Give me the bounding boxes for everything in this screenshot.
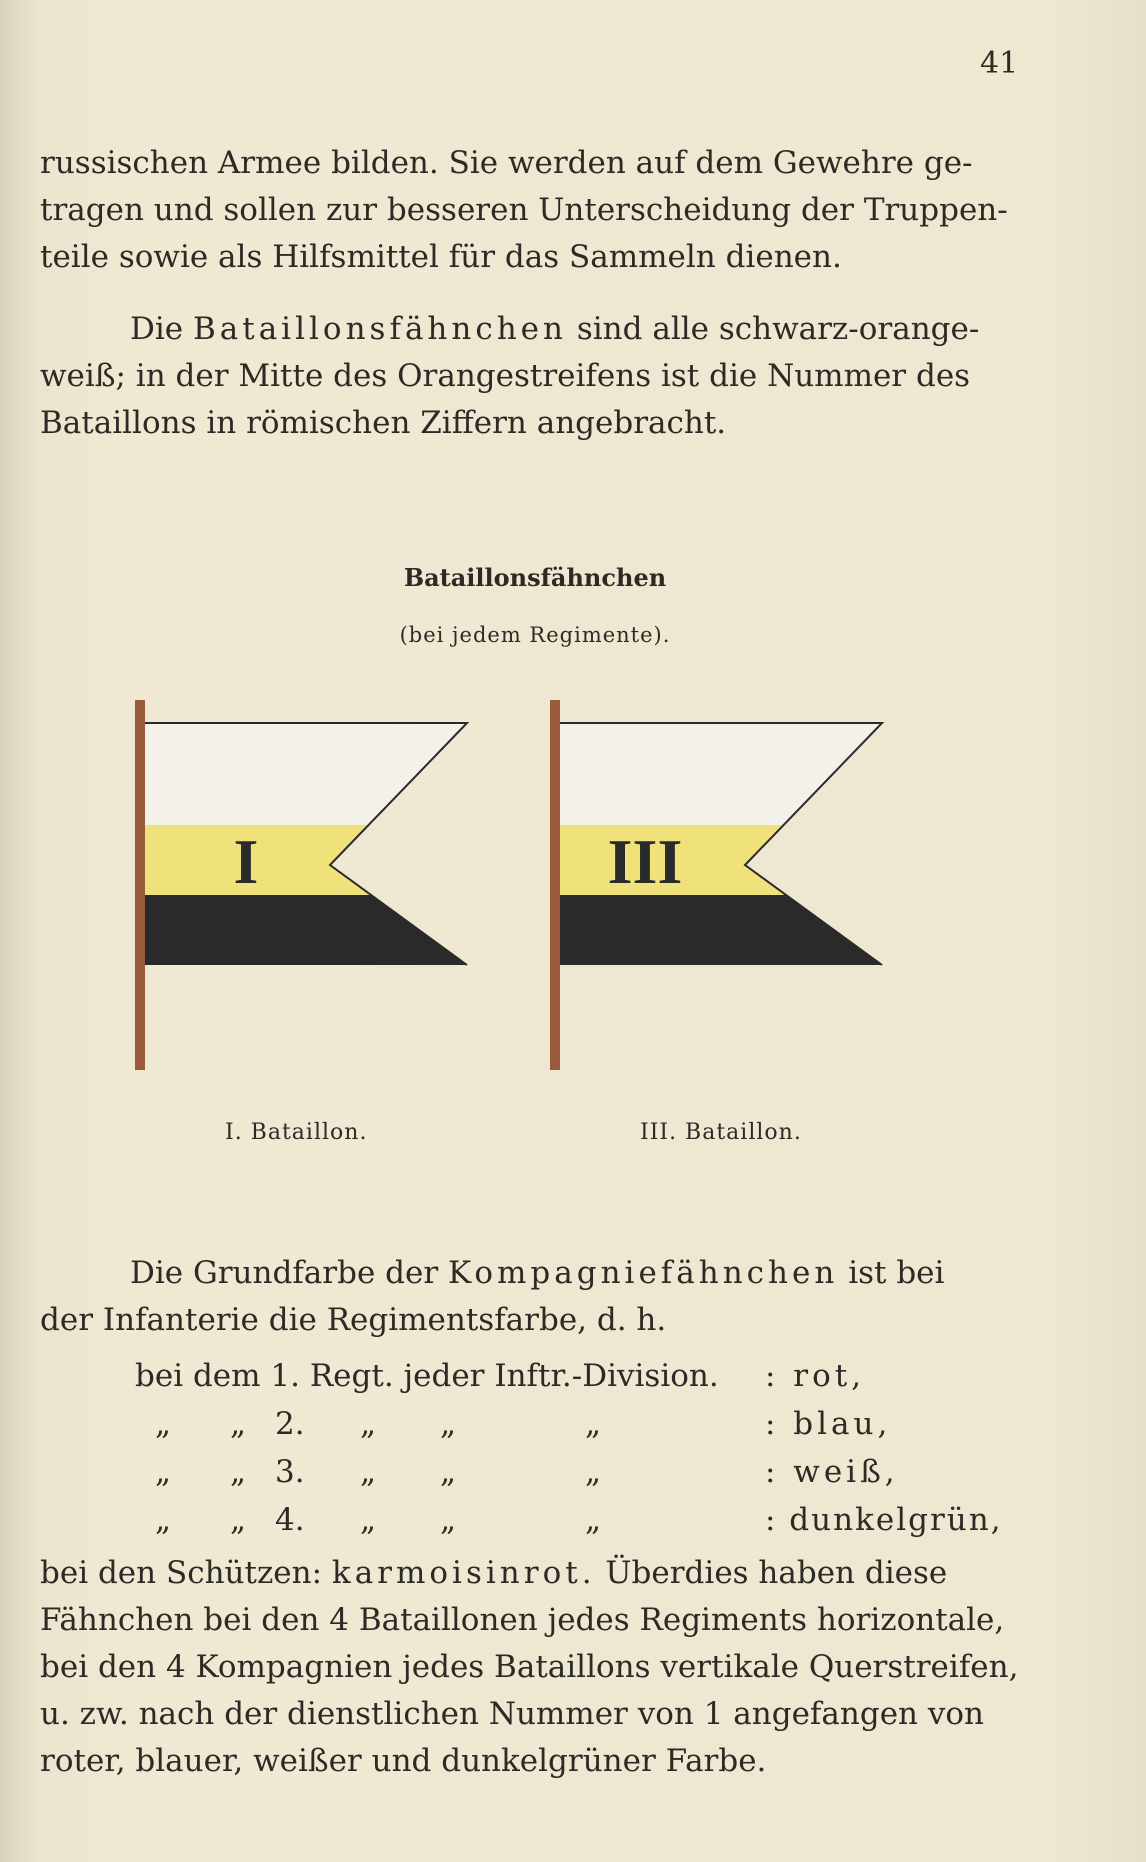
flag-caption-1: I. Bataillon. [225, 1120, 368, 1145]
regiment-number: 4. [275, 1502, 305, 1538]
ditto-mark: „ [230, 1502, 247, 1538]
text-line [40, 306, 1020, 353]
ditto-mark: „ [585, 1502, 602, 1538]
text-line: Bataillons in römischen Ziffern angebracht. [40, 405, 727, 441]
spaced-term: karmoisinrot. [331, 1555, 596, 1591]
spaced-term: Bataillonsfähnchen [192, 311, 567, 347]
flag-caption-3: III. Bataillon. [640, 1120, 802, 1145]
text-fragment: Die Grundfarbe der [130, 1255, 439, 1291]
ditto-mark: „ [440, 1502, 457, 1538]
ditto-mark: „ [155, 1502, 172, 1538]
roman-numeral: III [607, 826, 683, 897]
text-fragment: ist bei [848, 1255, 945, 1291]
paragraph-intro [40, 140, 1020, 281]
list-item-color: : dunkelgrün, [765, 1502, 1003, 1538]
list-item-label: bei dem 1. Regt. jeder Inftr.-Division. [135, 1358, 719, 1394]
roman-numeral: I [233, 826, 259, 897]
regiment-number: 2. [275, 1406, 305, 1442]
flag-pole [550, 700, 560, 1070]
list-item-color: : weiß, [765, 1454, 899, 1490]
ditto-mark: „ [360, 1502, 377, 1538]
ditto-mark: „ [585, 1406, 602, 1442]
ditto-mark: „ [360, 1406, 377, 1442]
paragraph-rifles [40, 1550, 1020, 1785]
ditto-mark: „ [155, 1454, 172, 1490]
text-line: tragen und sollen zur besseren Unterscheidung der Truppen- [40, 192, 1008, 228]
list-item-color: : rot, [765, 1358, 866, 1394]
ditto-mark: „ [440, 1454, 457, 1490]
figure-subtitle: (bei jedem Regimente). [399, 623, 671, 647]
text-line [40, 1550, 1020, 1597]
ditto-mark: „ [230, 1454, 247, 1490]
text-fragment: bei den Schützen: [40, 1555, 323, 1591]
text-line [40, 1250, 1020, 1297]
battalion-flag-1 [130, 695, 590, 1085]
text-line: Fähnchen bei den 4 Bataillonen jedes Regiments horizontale, [40, 1602, 1005, 1638]
page-number: 41 [980, 46, 1019, 81]
ditto-mark: „ [585, 1454, 602, 1490]
spaced-term: Kompagniefähnchen [448, 1255, 839, 1291]
paragraph-battalion-flags [40, 306, 1020, 447]
text-line: roter, blauer, weißer und dunkelgrüner Farbe. [40, 1743, 767, 1779]
text-fragment: Überdies haben diese [605, 1555, 948, 1591]
paragraph-company-flags [40, 1250, 1020, 1344]
text-fragment: sind alle schwarz-orange- [576, 311, 980, 347]
text-line: bei den 4 Kompagnien jedes Bataillons vertikale Querstreifen, [40, 1649, 1019, 1685]
text-line: u. zw. nach der dienstlichen Nummer von 1 angefangen von [40, 1696, 985, 1732]
flag-pole [135, 700, 145, 1070]
text-line: der Infanterie die Regimentsfarbe, d. h. [40, 1302, 667, 1338]
list-item [135, 1358, 719, 1394]
list-item-color: : blau, [765, 1406, 892, 1442]
ditto-mark: „ [440, 1406, 457, 1442]
figure-title: Bataillonsfähnchen [403, 563, 667, 592]
text-line: weiß; in der Mitte des Orangestreifens ist die Nummer des [40, 358, 971, 394]
battalion-flag-3 [545, 695, 1005, 1085]
text-fragment: Die [130, 311, 184, 347]
ditto-mark: „ [155, 1406, 172, 1442]
text-line: russischen Armee bilden. Sie werden auf dem Gewehre ge- [40, 145, 973, 181]
text-line: teile sowie als Hilfsmittel für das Sammeln dienen. [40, 239, 842, 275]
ditto-mark: „ [230, 1406, 247, 1442]
ditto-mark: „ [360, 1454, 377, 1490]
regiment-number: 3. [275, 1454, 305, 1490]
